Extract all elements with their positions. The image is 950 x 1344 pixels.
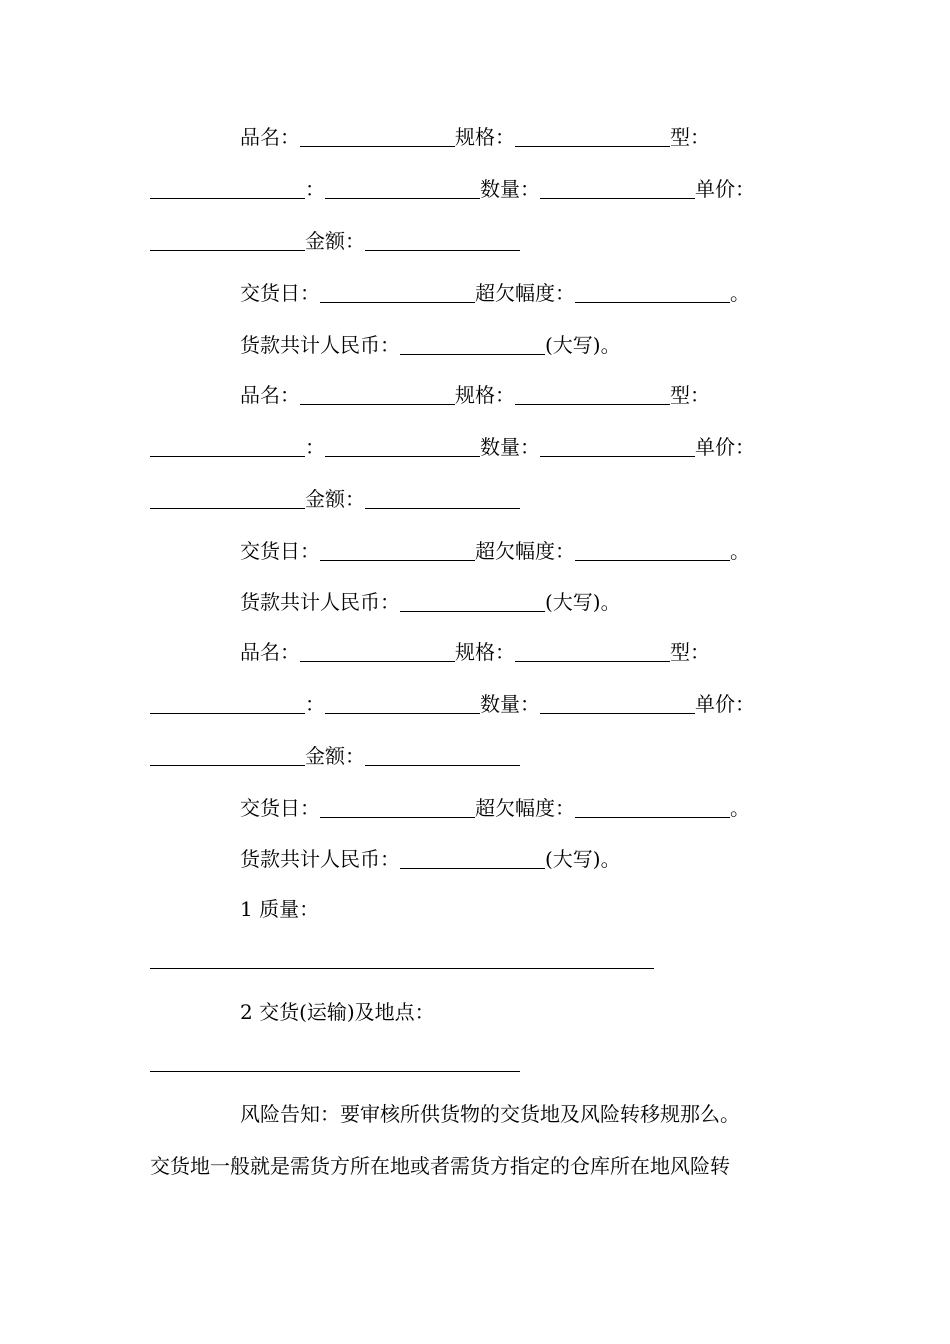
spec-blank[interactable] [515,124,670,147]
unit-price-label: 单价： [695,177,755,201]
capital-note: (大写)。 [545,847,621,871]
unnamed-blank[interactable] [325,691,480,714]
unnamed-blank[interactable] [325,434,480,457]
colon-text: ： [305,435,325,459]
item-1-total-line [150,330,900,360]
item-3-delivery-line [150,793,900,823]
model-label: 型： [670,383,710,407]
total-rmb-label: 货款共计人民币： [240,590,400,614]
product-name-label: 品名： [240,640,300,664]
item-2-delivery-line [150,536,900,566]
unnamed-blank[interactable] [325,176,480,199]
colon-text: ： [305,177,325,201]
tolerance-label: 超欠幅度： [475,281,575,305]
quality-blank-line[interactable] [150,968,654,969]
item-3-qty-price-line [150,689,810,719]
period-mark: 。 [730,281,750,305]
model-label: 型： [670,640,710,664]
item-2-qty-price-line [150,432,810,462]
colon-text: ： [305,692,325,716]
total-rmb-label: 货款共计人民币： [240,847,400,871]
tolerance-blank[interactable] [575,538,730,561]
period-mark: 。 [730,796,750,820]
quantity-blank[interactable] [540,691,695,714]
tolerance-label: 超欠幅度： [475,796,575,820]
delivery-date-blank[interactable] [320,538,475,561]
product-name-label: 品名： [240,383,300,407]
item-1-delivery-line [150,278,900,308]
amount-blank[interactable] [365,486,520,509]
product-name-blank[interactable] [300,382,455,405]
model-blank[interactable] [150,434,305,457]
quantity-label: 数量： [480,435,540,459]
spec-label: 规格： [455,640,515,664]
spec-blank[interactable] [515,639,670,662]
model-blank[interactable] [150,691,305,714]
delivery-place-heading [150,997,900,1027]
item-2-amount-line [150,484,810,514]
delivery-date-label: 交货日： [240,796,320,820]
unit-price-blank[interactable] [150,486,305,509]
tolerance-blank[interactable] [575,795,730,818]
quality-heading [150,894,900,924]
risk-notice-line-2 [150,1151,810,1181]
item-3-amount-line [150,741,810,771]
spec-label: 规格： [455,125,515,149]
amount-label: 金额： [305,229,365,253]
risk-notice-line-1 [150,1099,900,1129]
delivery-date-label: 交货日： [240,539,320,563]
unit-price-label: 单价： [695,692,755,716]
total-rmb-blank[interactable] [400,589,545,612]
total-rmb-label: 货款共计人民币： [240,333,400,357]
delivery-place-label: 2 交货(运输)及地点： [240,1000,435,1024]
spec-label: 规格： [455,383,515,407]
product-name-blank[interactable] [300,124,455,147]
amount-blank[interactable] [365,228,520,251]
quantity-label: 数量： [480,177,540,201]
item-3-total-line [150,844,900,874]
total-rmb-blank[interactable] [400,846,545,869]
item-1-name-spec-line [150,122,900,152]
total-rmb-blank[interactable] [400,332,545,355]
unit-price-label: 单价： [695,435,755,459]
amount-blank[interactable] [365,743,520,766]
risk-notice-text: 交货地一般就是需货方所在地或者需货方指定的仓库所在地风险转 [150,1154,730,1178]
quantity-label: 数量： [480,692,540,716]
model-label: 型： [670,125,710,149]
quantity-blank[interactable] [540,176,695,199]
period-mark: 。 [730,539,750,563]
spec-blank[interactable] [515,382,670,405]
model-blank[interactable] [150,176,305,199]
delivery-date-label: 交货日： [240,281,320,305]
item-1-qty-price-line [150,174,810,204]
tolerance-label: 超欠幅度： [475,539,575,563]
item-2-total-line [150,587,900,617]
risk-notice-text: 风险告知：要审核所供货物的交货地及风险转移规那么。 [240,1102,740,1126]
product-name-blank[interactable] [300,639,455,662]
item-2-name-spec-line [150,380,900,410]
amount-label: 金额： [305,487,365,511]
unit-price-blank[interactable] [150,228,305,251]
item-1-amount-line [150,226,810,256]
quantity-blank[interactable] [540,434,695,457]
delivery-place-blank-line[interactable] [150,1071,520,1072]
capital-note: (大写)。 [545,333,621,357]
capital-note: (大写)。 [545,590,621,614]
unit-price-blank[interactable] [150,743,305,766]
delivery-date-blank[interactable] [320,795,475,818]
tolerance-blank[interactable] [575,280,730,303]
delivery-date-blank[interactable] [320,280,475,303]
product-name-label: 品名： [240,125,300,149]
item-3-name-spec-line [150,637,900,667]
amount-label: 金额： [305,744,365,768]
quality-label: 1 质量： [240,897,320,921]
